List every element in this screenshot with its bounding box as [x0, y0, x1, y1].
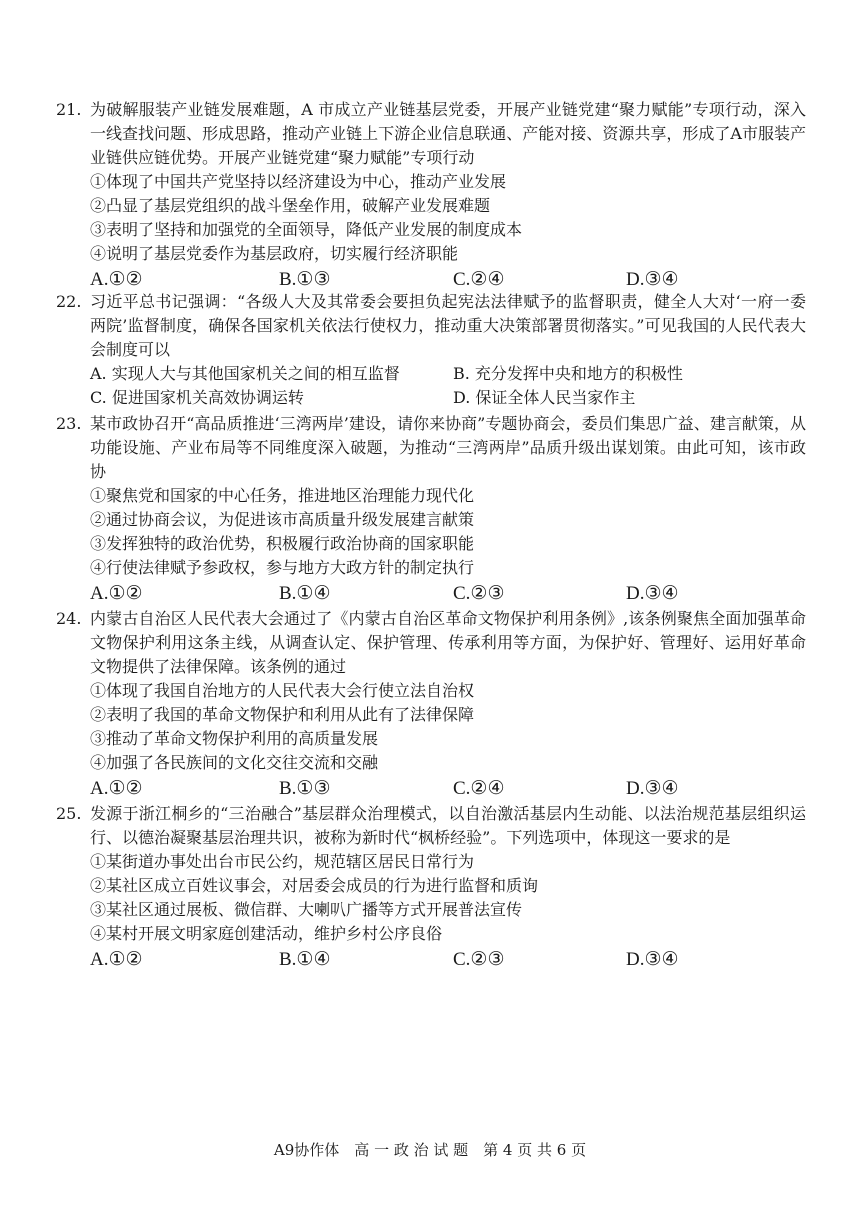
statement-3: ③推动了革命文物保护利用的高质量发展: [90, 729, 379, 748]
answer-a: A.①②: [90, 583, 143, 604]
answer-c: C.②④: [453, 778, 505, 799]
statement-4: ④加强了各民族间的文化交往交流和交融: [90, 753, 379, 772]
answer-c: C.②③: [453, 949, 505, 970]
option-d: D. 保证全体人民当家作主: [453, 388, 636, 407]
question-stem: 某市政协召开“高品质推进‘三湾两岸’建设，请你来协商”专题协商会，委员们集思广益、建言献策，从功能设施、产业布局等不同维度深入破题，为推动“三湾两岸”品质升级出谋划策。由此可知，该市政协: [90, 414, 806, 481]
option-a: A. 实现人大与其他国家机关之间的相互监督: [90, 364, 400, 383]
question-stem: 内蒙古自治区人民代表大会通过了《内蒙古自治区革命文物保护利用条例》,该条例聚焦全面加强革命文物保护利用这条主线，从调查认定、保护管理、传承利用等方面，为保护好、管理好、运用好革命文物提供了法律保障。该条例的通过: [90, 609, 806, 676]
statement-3: ③发挥独特的政治优势，积极履行政治协商的国家职能: [90, 534, 475, 553]
statement-2: ②凸显了基层党组织的战斗堡垒作用，破解产业发展难题: [90, 196, 491, 215]
question-stem: 为破解服装产业链发展难题，A 市成立产业链基层党委，开展产业链党建“聚力赋能”专项行动，深入一线查找问题、形成思路，推动产业链上下游企业信息联通、产能对接、资源共享，形成了A市服装产业链供应链优势。开展产业链党建“聚力赋能”专项行动: [90, 100, 806, 167]
answer-d: D.③④: [626, 583, 679, 604]
statement-4: ④行使法律赋予参政权，参与地方大政方针的制定执行: [90, 558, 475, 577]
option-row: [90, 362, 806, 386]
question-stem: 发源于浙江桐乡的“三治融合”基层群众治理模式，以自治激活基层内生动能、以法治规范基层组织运行、以德治凝聚基层治理共识，被称为新时代“枫桥经验”。下列选项中，体现这一要求的是: [90, 804, 806, 847]
question-number: 23.: [56, 414, 82, 433]
answer-choices: [90, 947, 806, 973]
answer-b: B.①③: [279, 778, 331, 799]
answer-b: B.①③: [279, 269, 331, 290]
statement-1: ①体现了我国自治地方的人民代表大会行使立法自治权: [90, 681, 475, 700]
statement-4: ④说明了基层党委作为基层政府，切实履行经济职能: [90, 244, 459, 263]
statement-3: ③表明了坚持和加强党的全面领导，降低产业发展的制度成本: [90, 220, 523, 239]
statement-4: ④某村开展文明家庭创建活动，维护乡村公序良俗: [90, 924, 443, 943]
answer-a: A.①②: [90, 778, 143, 799]
statement-1: ①某街道办事处出台市民公约，规范辖区居民日常行为: [90, 852, 475, 871]
statement-2: ②表明了我国的革命文物保护和利用从此有了法律保障: [90, 705, 475, 724]
question-stem: 习近平总书记强调：“各级人大及其常委会要担负起宪法法律赋予的监督职责，健全人大对‘一府一委两院’监督制度，确保各国家机关依法行使权力，推动重大决策部署贯彻落实。”可见我国的人民代表大会制度可以: [90, 292, 806, 359]
question-25: [56, 802, 806, 973]
question-21: [56, 98, 806, 293]
answer-a: A.①②: [90, 269, 143, 290]
answer-b: B.①④: [279, 949, 331, 970]
answer-c: C.②③: [453, 583, 505, 604]
statement-1: ①体现了中国共产党坚持以经济建设为中心，推动产业发展: [90, 172, 507, 191]
answer-d: D.③④: [626, 269, 679, 290]
statement-2: ②通过协商会议，为促进该市高质量升级发展建言献策: [90, 510, 475, 529]
question-24: [56, 607, 806, 802]
answer-a: A.①②: [90, 949, 143, 970]
statement-1: ①聚焦党和国家的中心任务，推进地区治理能力现代化: [90, 486, 475, 505]
option-b: B. 充分发挥中央和地方的积极性: [453, 364, 683, 383]
option-c: C. 促进国家机关高效协调运转: [90, 388, 304, 407]
answer-choices: [90, 776, 806, 802]
question-number: 24.: [56, 609, 82, 628]
option-row: [90, 386, 806, 410]
question-number: 22.: [56, 292, 82, 311]
question-23: [56, 412, 806, 607]
statement-2: ②某社区成立百姓议事会，对居委会成员的行为进行监督和质询: [90, 876, 539, 895]
question-22: [56, 290, 806, 410]
page-footer: A9协作体 高 一 政 治 试 题 第 4 页 共 6 页: [273, 1141, 587, 1159]
answer-d: D.③④: [626, 778, 679, 799]
statement-3: ③某社区通过展板、微信群、大喇叭广播等方式开展普法宣传: [90, 900, 523, 919]
answer-b: B.①④: [279, 583, 331, 604]
answer-c: C.②④: [453, 269, 505, 290]
answer-d: D.③④: [626, 949, 679, 970]
question-number: 25.: [56, 804, 82, 823]
answer-choices: [90, 581, 806, 607]
question-number: 21.: [56, 100, 82, 119]
